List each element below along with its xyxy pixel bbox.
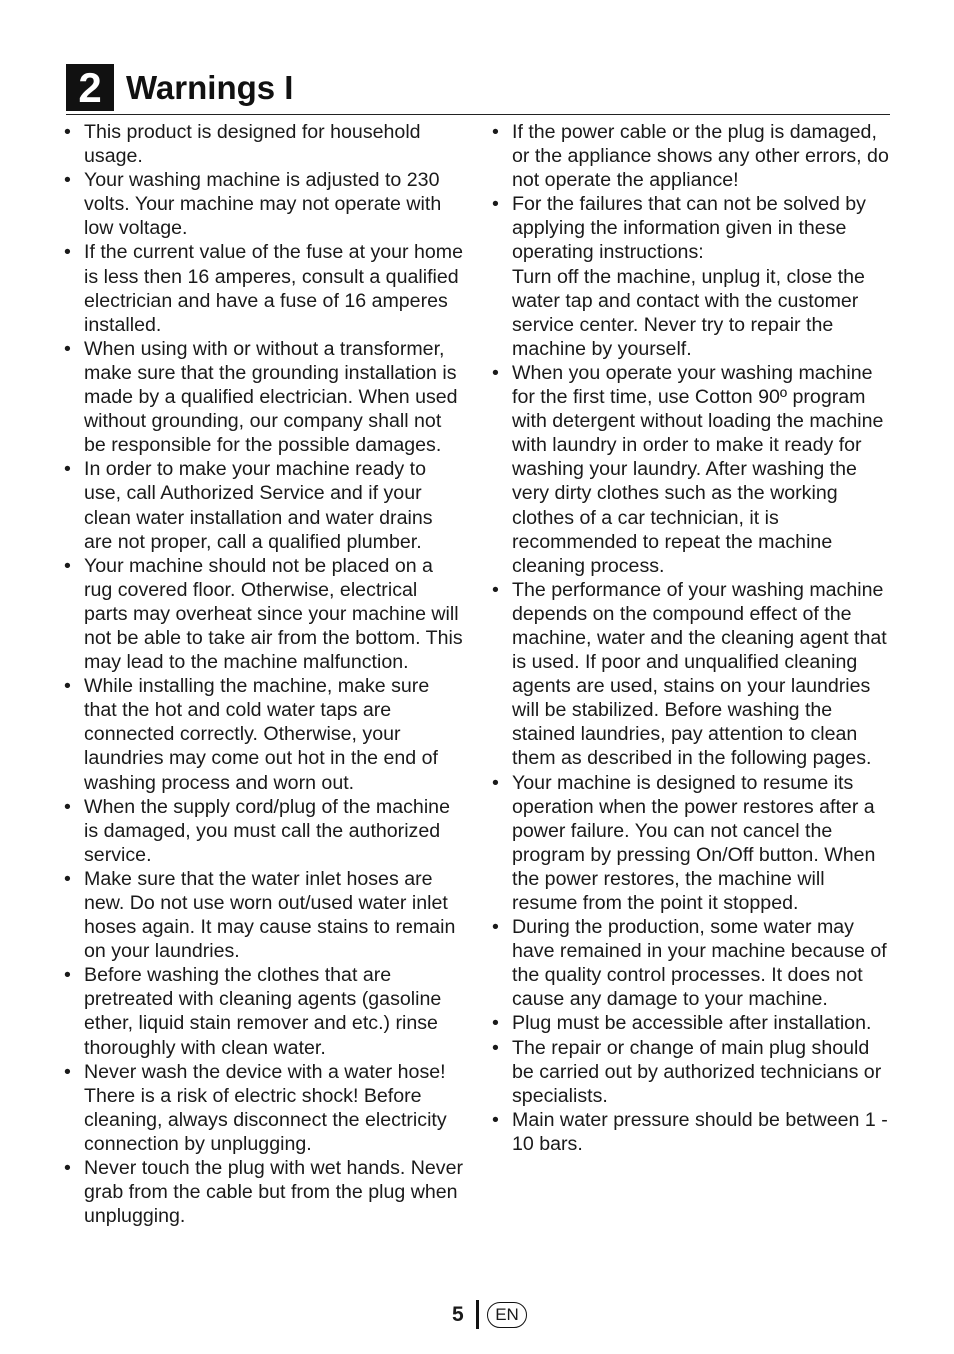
bullet-icon: • [492, 578, 499, 601]
left-column [64, 120, 464, 1228]
bullet-icon: • [64, 964, 71, 987]
list-item: • For the failures that can not be solved by applying the information given in these operating instructions: [492, 193, 866, 264]
bullet-icon: • [492, 1036, 499, 1059]
list-item-continuation: Turn off the machine, unplug it, close the water tap and contact with the customer service center. Never try to repair the machine by yourself. [512, 265, 865, 360]
bullet-icon: • [64, 121, 71, 143]
list-item: • Your washing machine is adjusted to 230 volts. Your machine may not operate with low voltage. [64, 169, 442, 240]
bullet-icon: • [64, 1060, 71, 1083]
bullet-icon: • [492, 1012, 499, 1035]
warnings-list-right [492, 120, 892, 1156]
footer-divider [476, 1300, 479, 1329]
list-item: • In order to make your machine ready to use, call Authorized Service and if your clean water installation and water drains are not proper, call a qualified plumber. [64, 458, 433, 553]
list-item: • This product is designed for household usage. [64, 121, 421, 168]
list-item: • When using with or without a transformer, make sure that the grounding installation is made by a qualified electrician. When used without grounding, our company shall not be responsible for the possible damages. [64, 337, 458, 457]
section-number-badge: 2 [66, 64, 114, 111]
bullet-icon: • [64, 241, 71, 264]
bullet-icon: • [492, 771, 499, 794]
warnings-list-left [64, 120, 464, 1228]
bullet-icon: • [492, 193, 499, 216]
bullet-icon: • [492, 916, 499, 939]
list-item: • During the production, some water may have remained in your machine because of the quality control processes. It does not cause any damage to your machine. [492, 916, 887, 1011]
list-item: • If the current value of the fuse at your home is less then 16 amperes, consult a qualified electrician and have a fuse of 16 amperes installed. [64, 241, 464, 336]
list-item: • Make sure that the water inlet hoses are new. Do not use worn out/used water inlet hoses again. It may cause stains to remain on your laundries. [64, 867, 456, 963]
list-item: • If the power cable or the plug is damaged, or the appliance shows any other errors, do not operate the appliance! [492, 121, 889, 192]
list-item: • When the supply cord/plug of the machine is damaged, you must call the authorized service. [64, 795, 450, 866]
list-item: • Never wash the device with a water hose! There is a risk of electric shock! Before cleaning, always disconnect the electricity connection by unplugging. [64, 1060, 447, 1155]
bullet-icon: • [64, 867, 71, 890]
bullet-icon: • [64, 675, 71, 698]
section-header [66, 62, 890, 115]
page-number: 5 [452, 1303, 464, 1326]
page-footer [0, 1300, 954, 1330]
list-item: • While installing the machine, make sure that the hot and cold water taps are connected correctly. Otherwise, your laundries may come out hot in the end of washing process and worn out. [64, 675, 438, 794]
bullet-icon: • [64, 795, 71, 818]
list-item: • When you operate your washing machine for the first time, use Cotton 90º program with detergent without loading the machine with laundry in order to make it ready for washing your laundry. After washing the very dirty clothes such as the working clothes of a car technician, it is recommended to repeat the machine cleaning process. [492, 361, 884, 577]
right-column [492, 120, 892, 1156]
bullet-icon: • [64, 337, 71, 360]
bullet-icon: • [492, 1108, 499, 1131]
bullet-icon: • [492, 361, 499, 384]
list-item: • Before washing the clothes that are pretreated with cleaning agents (gasoline ether, liquid stain remover and etc.) rinse thoroughly with clean water. [64, 964, 442, 1059]
bullet-icon: • [64, 554, 71, 577]
bullet-icon: • [64, 458, 71, 481]
list-item: • Main water pressure should be between 1 - 10 bars. [492, 1108, 888, 1155]
list-item: • Your machine should not be placed on a rug covered floor. Otherwise, electrical parts may overheat since your machine will not be able to take air from the bottom. This may lead to the machine malfunction. [64, 554, 463, 674]
list-item: • The performance of your washing machine depends on the compound effect of the machine, water and the cleaning agent that is used. If poor and unqualified cleaning agents are used, stains on your laundries will be stabilized. Before washing the stained laundries, pay attention to clean them as described in the following pages. [492, 578, 887, 770]
bullet-icon: • [492, 121, 499, 143]
bullet-icon: • [64, 1157, 71, 1180]
bullet-icon: • [64, 169, 71, 192]
section-title: Warnings I [126, 69, 294, 106]
list-item: • The repair or change of main plug should be carried out by authorized technicians or specialists. [492, 1036, 882, 1107]
list-item: • Your machine is designed to resume its operation when the power restores after a power failure. You can not cancel the program by pressing On/Off button. When the power restores, the machine will resume from the point it stopped. [492, 771, 876, 914]
list-item: • Plug must be accessible after installation. [492, 1012, 872, 1035]
list-item: • Never touch the plug with wet hands. Never grab from the cable but from the plug when unplugging. [64, 1157, 464, 1228]
language-badge: EN [487, 1302, 527, 1328]
